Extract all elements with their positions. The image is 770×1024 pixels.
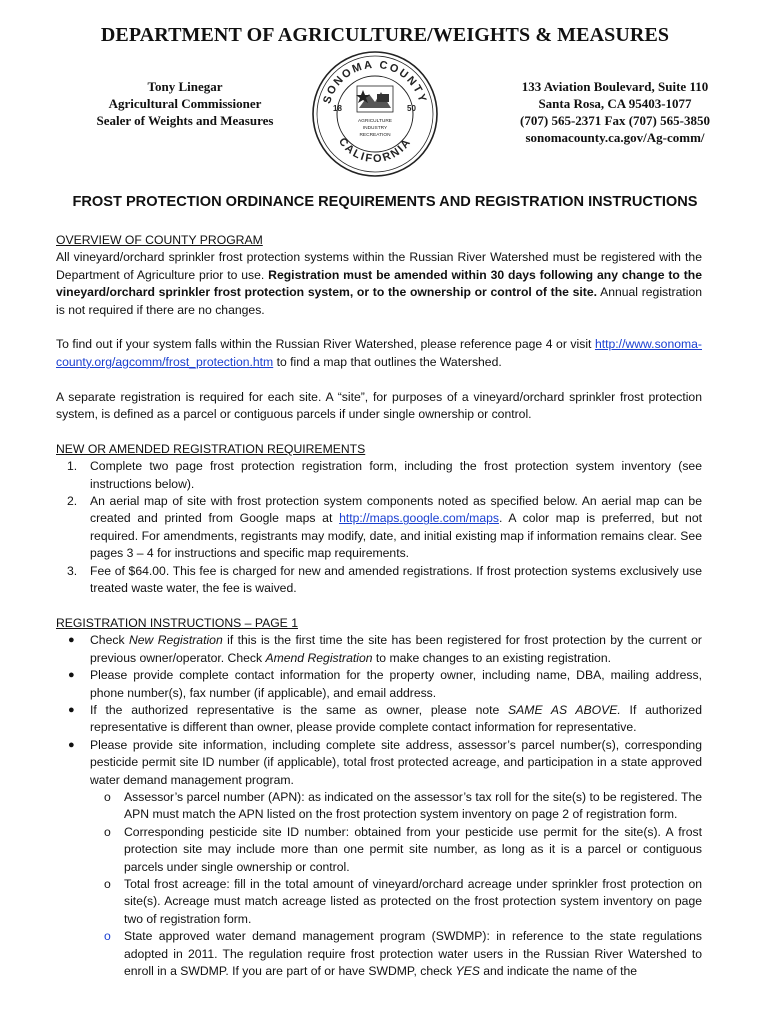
seal-inner-text-3: RECREATION: [359, 133, 391, 138]
seal-year-left: 18: [333, 104, 342, 113]
city-address: Santa Rosa, CA 95403-1077: [538, 96, 692, 111]
document-body: [56, 232, 702, 980]
circle-bullet-icon: o: [104, 824, 111, 839]
county-seal-logo: [311, 50, 439, 178]
sub-list-item: o State approved water demand management program (SWDMP): in reference to the state regulations adopted in 2011. The regulation require frost protection water users in the Russian River Watershed to enroll in a SWDMP. If you are part of or have SWDMP, check YES and indicate the name of the: [104, 929, 702, 978]
requirements-heading: NEW OR AMENDED REGISTRATION REQUIREMENTS: [56, 441, 366, 456]
list-item: 2. An aerial map of site with frost protection system components noted as specified below. An aerial map can be created and printed from Google maps at http://maps.google.com/maps. A color map is preferred, but not required. For amendments, registrants may modify, date, and initial existing map if information remains clear. See pages 3 – 4 for instructions and specific map requirements.: [67, 494, 702, 561]
list-item: 3. Fee of $64.00. This fee is charged for new and amended registrations. If frost protection systems exclusively use treated waste water, the fee is waived.: [67, 563, 702, 596]
svg-text:CALIFORNIA: [336, 136, 414, 166]
sub-list-item: o Assessor’s parcel number (APN): as indicated on the assessor’s tax roll for the site(s) to be registered. The APN must match the APN listed on the frost protection system inventory on page 2 of registration form.: [104, 789, 702, 822]
seal-emblem-icon: [356, 86, 393, 112]
sub-list-item: o Corresponding pesticide site ID number: obtained from your pesticide use permit for the site(s). A frost protection site may include more than one permit site number, as long as it is a parcel or contiguous parcels under single ownership or control.: [104, 824, 702, 874]
bullet-icon: ●: [68, 634, 75, 647]
overview-paragraph-3: A separate registration is required for each site. A “site”, for purposes of a vineyard/orchard sprinkler frost protection system, is defined as a parcel or contiguous parcels if under single ownership or control.: [56, 389, 702, 422]
seal-inner-text-2: INDUSTRY: [362, 126, 388, 131]
seal-inner-text-1: AGRICULTURE: [357, 119, 393, 124]
contact-block: [485, 78, 745, 146]
overview-paragraph-2: To find out if your system falls within the Russian River Watershed, please reference page 4 or visit http://www.sonoma-county.org/agcomm/frost_protection.htm to find a map that outlines the Watershed.: [56, 337, 702, 369]
commissioner-name: Tony Linegar: [147, 79, 223, 94]
bullet-icon: ●: [68, 738, 75, 751]
overview-heading: OVERVIEW OF COUNTY PROGRAM: [56, 233, 263, 247]
department-title: DEPARTMENT OF AGRICULTURE/WEIGHTS & MEASURES: [100, 24, 670, 46]
list-item: ● If the authorized representative is the same as owner, please note SAME AS ABOVE. If authorized representative is different than owner, please provide complete contact information for representative.: [68, 702, 702, 735]
bullet-icon: ●: [68, 669, 75, 682]
commissioner-title: Agricultural Commissioner: [108, 96, 262, 111]
circle-bullet-icon: o: [104, 929, 111, 944]
list-item: ● Please provide complete contact information for the property owner, including name, DBA, mailing address, phone number(s), fax number (if applicable), and email address.: [68, 668, 702, 700]
seal-bottom-text: CALIFORNIA: [335, 135, 415, 166]
seal-year-right: 50: [407, 104, 416, 113]
commissioner-block: [50, 78, 320, 129]
seal-top-text: SONOMA COUNTY: [321, 58, 429, 106]
phone-fax: (707) 565-2371 Fax (707) 565-3850: [520, 113, 710, 128]
sealer-title: Sealer of Weights and Measures: [96, 113, 274, 128]
list-item: ● Please provide site information, including complete site address, assessor’s parcel number(s), corresponding pesticide permit site ID number (if applicable), total frost protected acreage, and participation in a state approved water demand management program.: [68, 737, 702, 787]
google-maps-link[interactable]: http://maps.google.com/maps: [339, 511, 499, 526]
circle-bullet-icon: o: [104, 789, 111, 804]
overview-paragraph-1: All vineyard/orchard sprinkler frost protection systems within the Russian River Watershed must be registered with the Department of Agriculture prior to use. Registration must be amended within 30 days following any change to the vineyard/orchard sprinkler frost protection system, or to the ownership or control of the site. Annual registration is not required if there are no changes.: [56, 250, 703, 317]
list-item: ● Check New Registration if this is the first time the site has been registered for frost protection by the current or previous owner/operator. Check Amend Registration to make changes to an existing registration.: [68, 633, 702, 665]
list-item: 1. Complete two page frost protection registration form, including the frost protection system inventory (see instructions below).: [67, 459, 702, 491]
registration-instructions-heading: REGISTRATION INSTRUCTIONS – PAGE 1: [56, 615, 298, 630]
document-title: FROST PROTECTION ORDINANCE REQUIREMENTS AND REGISTRATION INSTRUCTIONS: [72, 194, 698, 210]
sub-list-item: o Total frost acreage: fill in the total amount of vineyard/orchard acreage under sprinkler frost protection on site(s). Acreage must match acreage listed as protected on the frost protection system inventory on page two of registration form.: [104, 876, 702, 926]
frost-protection-link[interactable]: http://www.sonoma-county.org/agcomm/frost_protection.htm: [56, 337, 702, 369]
bullet-icon: ●: [68, 703, 75, 716]
svg-text:SONOMA COUNTY: [321, 59, 429, 105]
website: sonomacounty.ca.gov/Ag-comm/: [525, 130, 705, 145]
circle-bullet-icon: o: [104, 876, 111, 891]
street-address: 133 Aviation Boulevard, Suite 110: [521, 79, 709, 94]
